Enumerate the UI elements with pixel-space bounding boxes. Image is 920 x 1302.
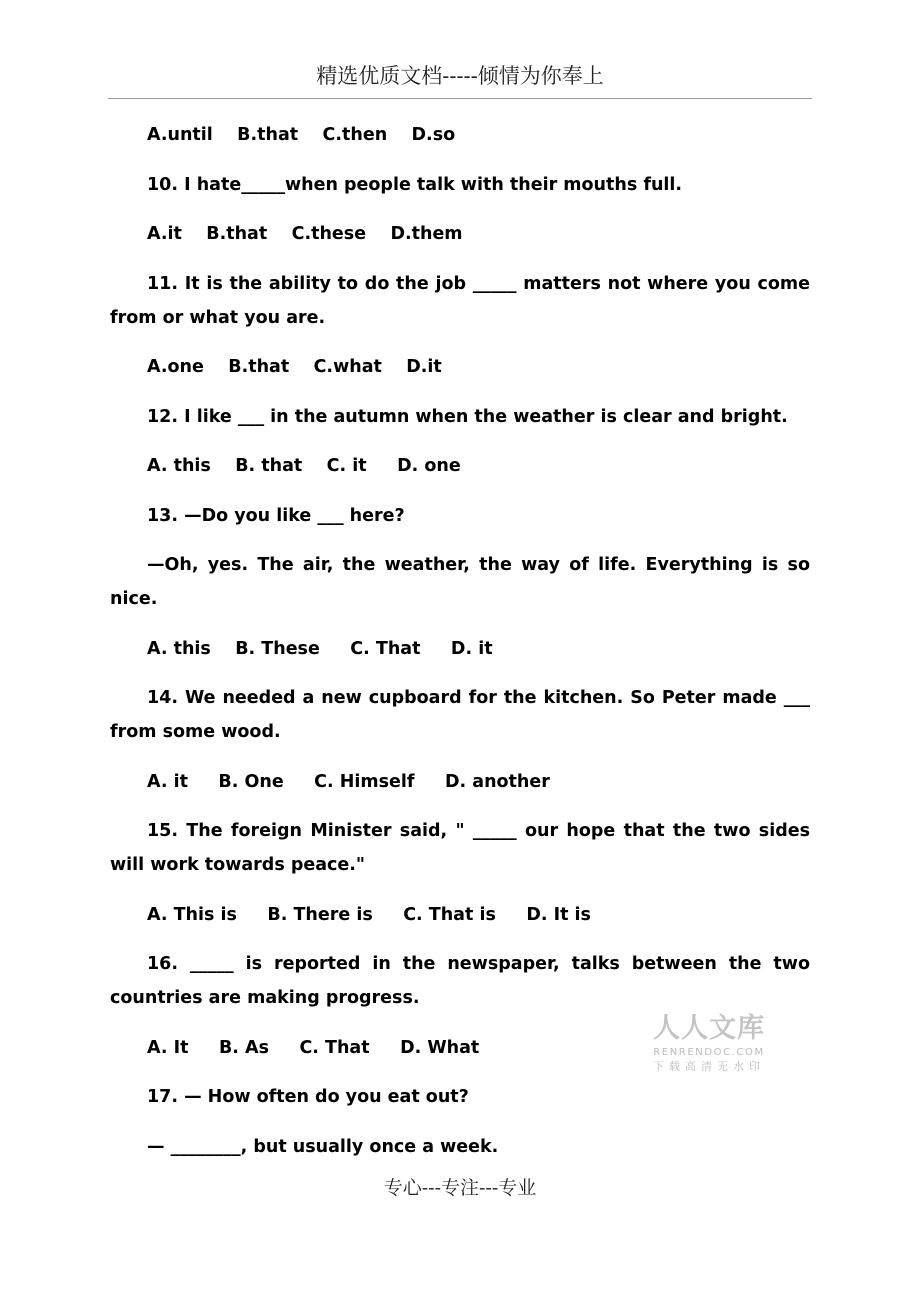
- page-footer: 专心---专注---专业: [383, 1177, 537, 1199]
- q12-question: 12. I like ___ in the autumn when the weather is clear and bright.: [147, 406, 788, 427]
- q11-options: A.one B.that C.what D.it: [147, 357, 442, 377]
- q17-reply: — ________, but usually once a week.: [147, 1136, 499, 1157]
- q10-options: A.it B.that C.these D.them: [147, 224, 463, 244]
- q16-question: 16. _____ is reported in the newspaper, talks between the two countries are making progress.: [110, 954, 810, 1008]
- q13-reply: —Oh, yes. The air, the weather, the way of life. Everything is so nice.: [110, 555, 810, 609]
- q14-options: A. it B. One C. Himself D. another: [147, 771, 550, 792]
- q16-options: A. It B. As C. That D. What: [147, 1037, 480, 1058]
- q11-question: 11. It is the ability to do the job _____ matters not where you come from or what you are.: [110, 273, 810, 328]
- watermark-domain: RENRENDOC.COM: [653, 1047, 765, 1058]
- q17-question: 17. — How often do you eat out?: [147, 1087, 469, 1107]
- watermark-title: 人人文库: [653, 1013, 765, 1044]
- q13-options: A. this B. These C. That D. it: [147, 638, 493, 659]
- q12-options: A. this B. that C. it D. one: [147, 456, 461, 476]
- q15-question: 15. The foreign Minister said, " _____ our hope that the two sides will work towards peace.": [110, 821, 810, 875]
- header-divider: [108, 98, 812, 99]
- q15-options: A. This is B. There is C. That is D. It is: [147, 904, 591, 925]
- page-header: 精选优质文档-----倾情为你奉上: [316, 64, 604, 88]
- watermark-logo: [645, 1012, 773, 1075]
- q14-question: 14. We needed a new cupboard for the kitchen. So Peter made ___ from some wood.: [110, 688, 810, 742]
- q13-question: 13. —Do you like ___ here?: [147, 505, 405, 526]
- q10-question: 10. I hate_____when people talk with their mouths full.: [147, 174, 683, 195]
- watermark-tagline: 下载高清无水印: [653, 1060, 765, 1073]
- q9-options: A.until B.that C.then D.so: [147, 125, 456, 145]
